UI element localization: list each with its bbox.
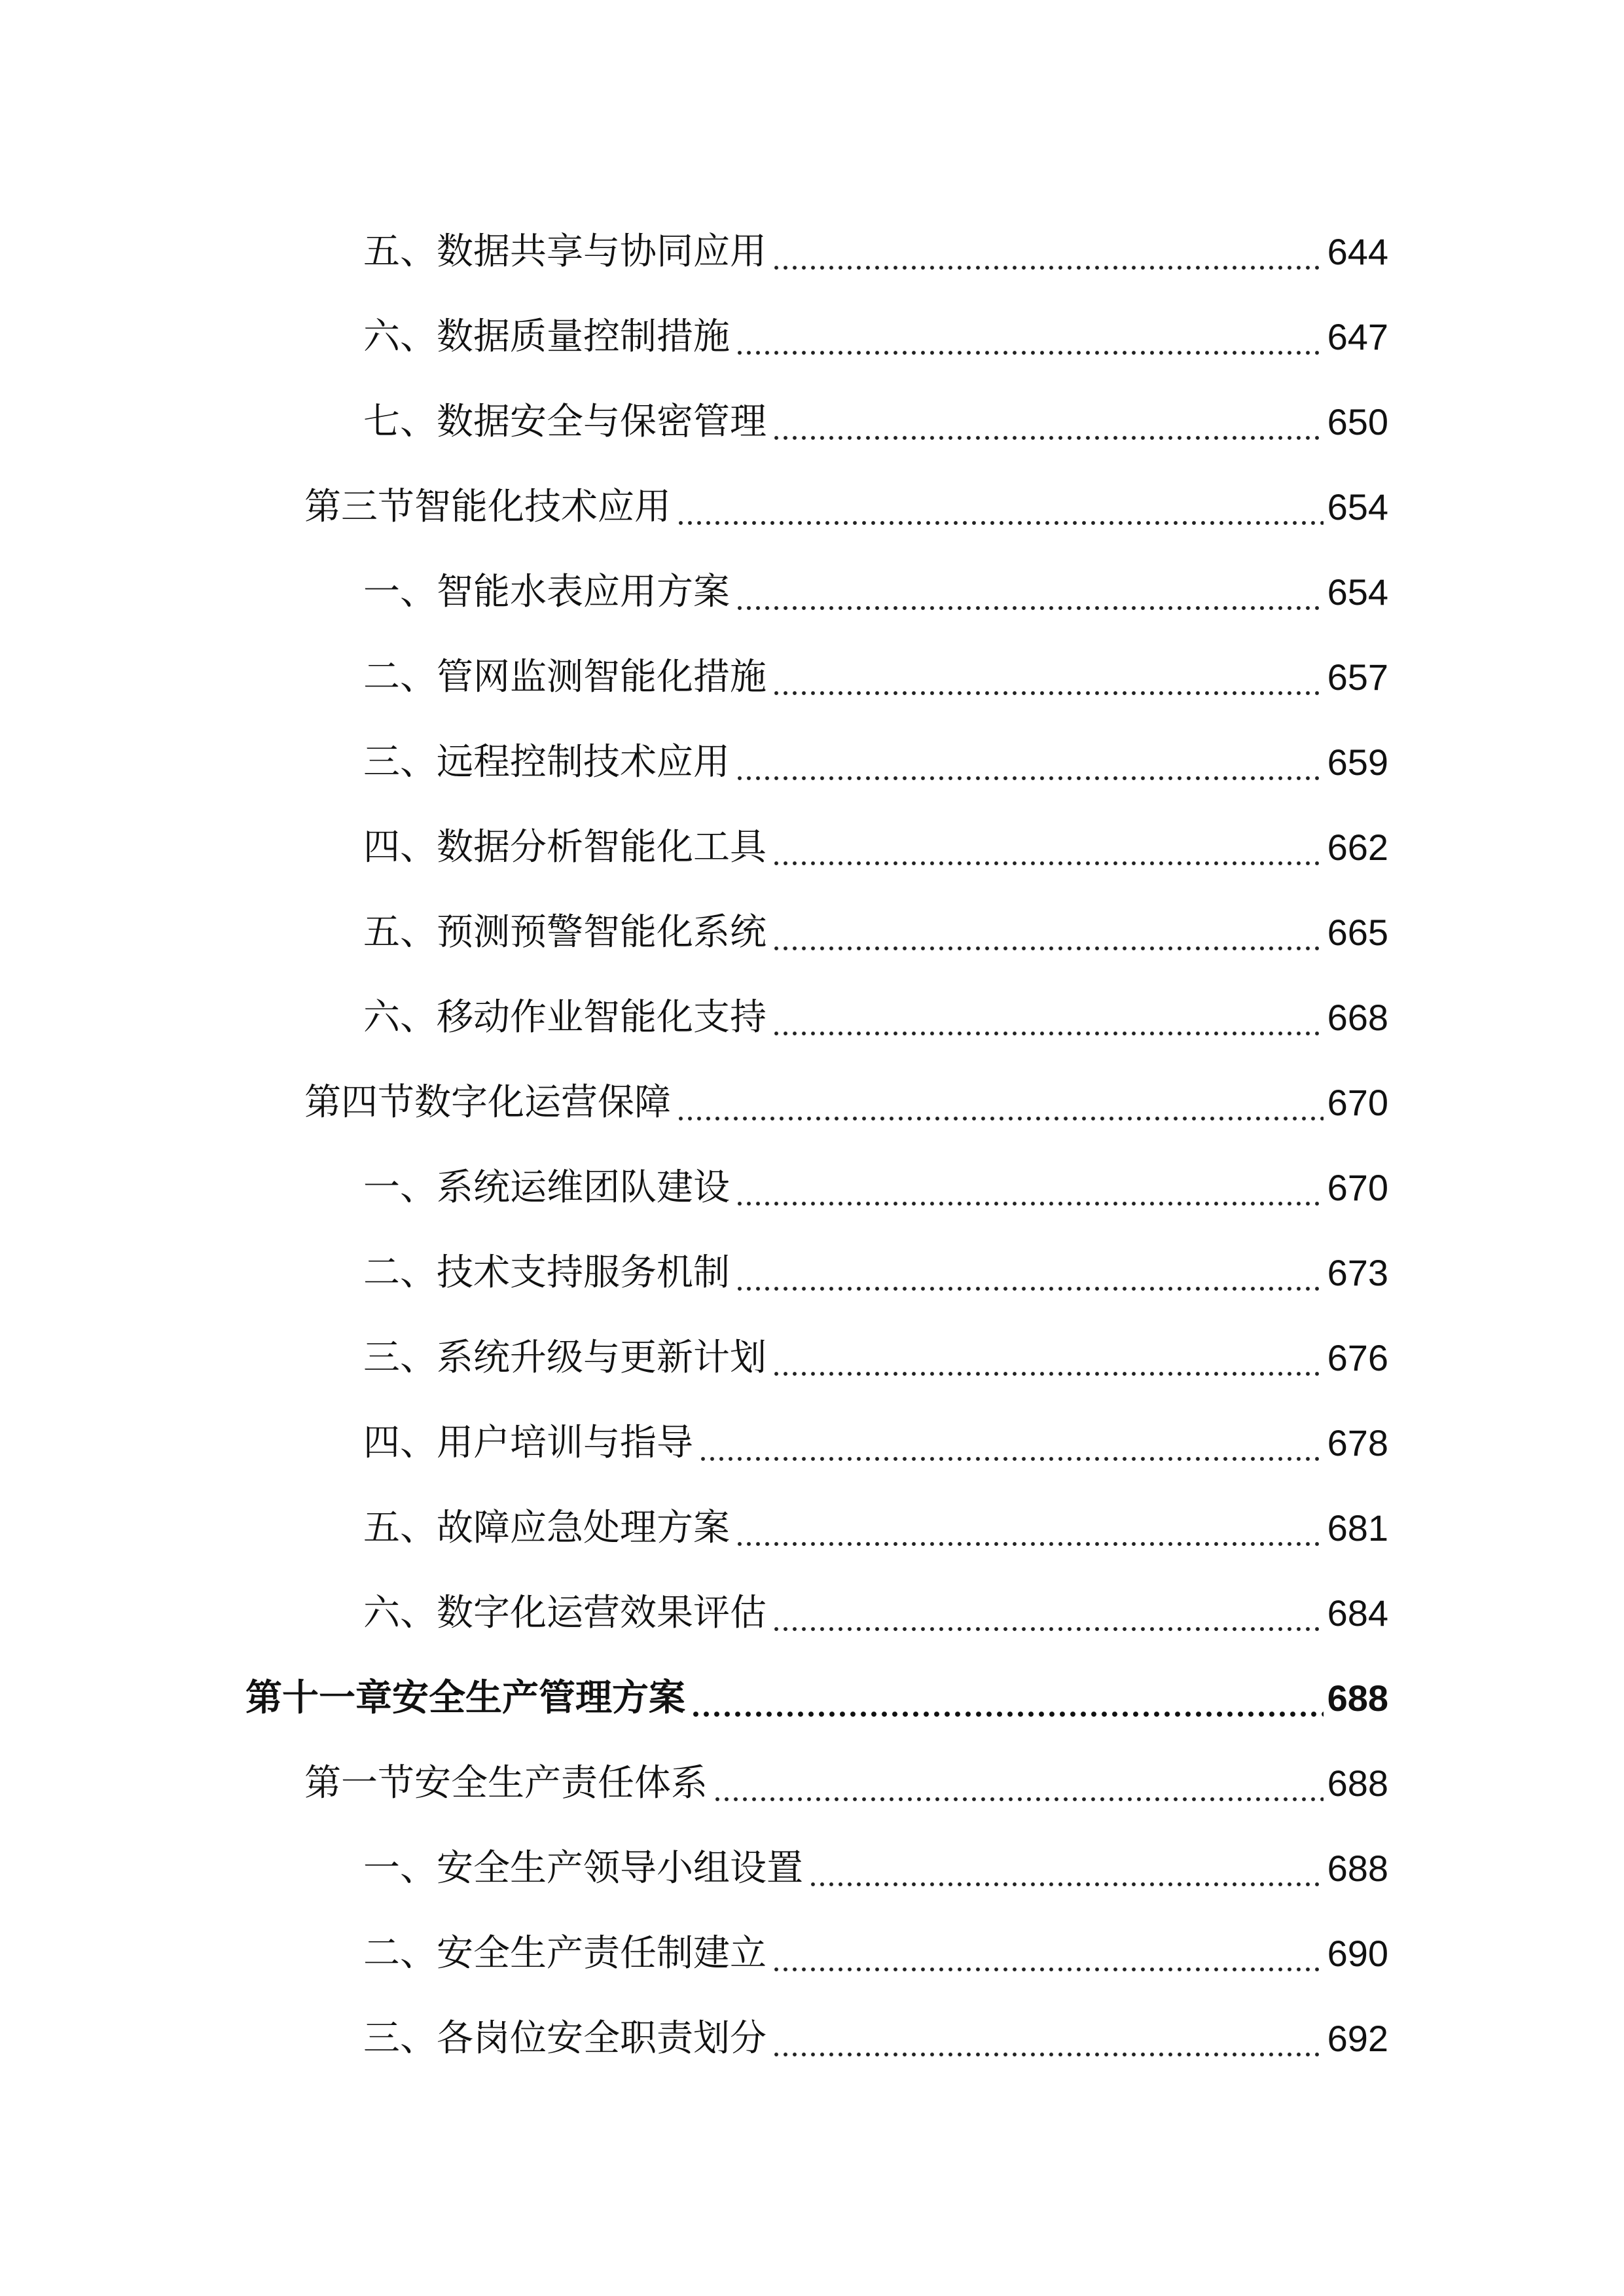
toc-entry-page: 681 [1327, 1507, 1388, 1549]
toc-entry[interactable] [363, 202, 1388, 274]
toc-dot-leader [735, 315, 1324, 359]
toc-entry-page: 688 [1327, 1763, 1388, 1804]
toc-dot-leader [676, 1081, 1324, 1124]
toc-entry-page: 647 [1327, 316, 1388, 357]
toc-entry[interactable] [363, 287, 1388, 359]
toc-dot-leader [698, 1422, 1324, 1465]
toc-entry-page: 688 [1327, 1677, 1388, 1719]
toc-entry[interactable] [363, 1138, 1388, 1210]
toc-entry-page: 688 [1327, 1848, 1388, 1889]
toc-entry-page: 670 [1327, 1082, 1388, 1123]
toc-entry-title: 五、故障应急处理方案 [363, 1507, 730, 1549]
toc-entry-page: 665 [1327, 912, 1388, 953]
toc-dot-leader [772, 1336, 1324, 1380]
toc-dot-leader [772, 401, 1324, 444]
toc-entry-title: 第十一章安全生产管理方案 [245, 1677, 685, 1719]
toc-entry-title: 二、安全生产责任制建立 [363, 1932, 767, 1975]
toc-entry-page: 668 [1327, 997, 1388, 1038]
toc-entry[interactable] [363, 1478, 1388, 1550]
toc-entry-section[interactable] [304, 457, 1388, 529]
toc-entry-page: 692 [1327, 2018, 1388, 2059]
toc-entry-page: 670 [1327, 1167, 1388, 1208]
toc-entry-page: 657 [1327, 656, 1388, 698]
toc-entry[interactable] [363, 1903, 1388, 1975]
toc-entry-title: 七、数据安全与保密管理 [363, 401, 767, 443]
toc-entry-title: 二、技术支持服务机制 [363, 1251, 730, 1294]
toc-dot-leader [735, 1507, 1324, 1550]
toc-entry-title: 六、移动作业智能化支持 [363, 996, 767, 1039]
toc-dot-leader [772, 2017, 1324, 2060]
toc-entry-title: 第四节数字化运营保障 [304, 1081, 671, 1124]
toc-entry-section[interactable] [304, 1052, 1388, 1124]
toc-entry[interactable] [363, 967, 1388, 1039]
toc-entry-page: 644 [1327, 231, 1388, 272]
toc-entry[interactable] [363, 1393, 1388, 1465]
toc-dot-leader [772, 1592, 1324, 1635]
toc-dot-leader [808, 1847, 1324, 1890]
toc-entry-title: 六、数字化运营效果评估 [363, 1592, 767, 1634]
toc-entry-title: 五、数据共享与协同应用 [363, 230, 767, 273]
toc-entry[interactable] [363, 1988, 1388, 2060]
toc-entry-title: 一、智能水表应用方案 [363, 571, 730, 613]
toc-dot-leader [735, 1166, 1324, 1210]
toc-dot-leader [772, 1932, 1324, 1975]
toc-entry-page: 650 [1327, 401, 1388, 442]
toc-entry-page: 676 [1327, 1337, 1388, 1378]
toc-entry-title: 六、数据质量控制措施 [363, 315, 730, 358]
toc-dot-leader [713, 1762, 1324, 1805]
toc-entry-title: 三、系统升级与更新计划 [363, 1336, 767, 1379]
toc-entry[interactable] [363, 1818, 1388, 1890]
toc-entry[interactable] [363, 1308, 1388, 1380]
toc-entry[interactable] [363, 797, 1388, 869]
toc-entry[interactable] [363, 1563, 1388, 1635]
toc-entry-page: 673 [1327, 1252, 1388, 1293]
toc-entry-title: 五、预测预警智能化系统 [363, 911, 767, 954]
toc-entry-chapter[interactable] [245, 1648, 1388, 1720]
toc-dot-leader [735, 1251, 1324, 1295]
toc-entry[interactable] [363, 372, 1388, 444]
toc-entry-page: 654 [1327, 571, 1388, 613]
toc-entry-page: 678 [1327, 1422, 1388, 1463]
toc-entry-title: 四、数据分析智能化工具 [363, 826, 767, 869]
toc-dot-leader [772, 911, 1324, 954]
toc-entry-title: 四、用户培训与指导 [363, 1422, 693, 1464]
toc-entry[interactable] [363, 882, 1388, 954]
toc-entry-page: 659 [1327, 742, 1388, 783]
toc-entry-section[interactable] [304, 1733, 1388, 1805]
toc-entry-page: 690 [1327, 1933, 1388, 1974]
toc-entry-page: 684 [1327, 1592, 1388, 1634]
toc-entry-page: 662 [1327, 827, 1388, 868]
toc-entry[interactable] [363, 542, 1388, 614]
toc-dot-leader [772, 826, 1324, 869]
toc-entry-title: 三、远程控制技术应用 [363, 741, 730, 783]
toc-entry-title: 二、管网监测智能化措施 [363, 656, 767, 698]
toc-entry-title: 一、安全生产领导小组设置 [363, 1847, 803, 1890]
toc-dot-leader [772, 656, 1324, 699]
toc-dot-leader [735, 571, 1324, 614]
toc-entry[interactable] [363, 1223, 1388, 1295]
toc-entry-title: 第三节智能化技术应用 [304, 486, 671, 528]
toc-dot-leader [772, 230, 1324, 274]
toc-entry-page: 654 [1327, 486, 1388, 528]
toc-dot-leader [676, 486, 1324, 529]
toc-entry-title: 一、系统运维团队建设 [363, 1166, 730, 1209]
toc-entry-title: 第一节安全生产责任体系 [304, 1762, 708, 1804]
toc-entry[interactable] [363, 627, 1388, 699]
toc-dot-leader [735, 741, 1324, 784]
toc-entry-title: 三、各岗位安全职责划分 [363, 2017, 767, 2060]
toc-dot-leader [772, 996, 1324, 1039]
toc-dot-leader [691, 1677, 1324, 1720]
toc-entry[interactable] [363, 712, 1388, 784]
